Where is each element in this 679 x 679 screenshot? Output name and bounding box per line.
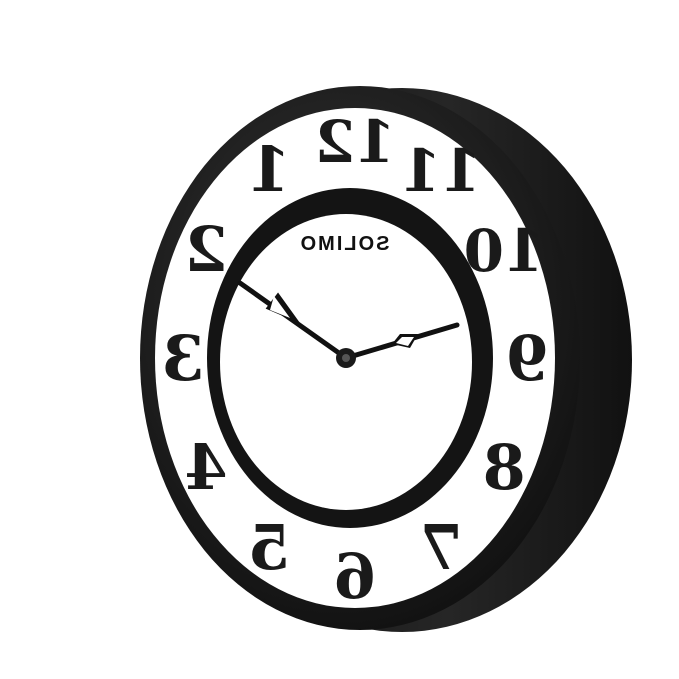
numeral-3: 3 — [161, 322, 205, 395]
numeral-1: 1 — [247, 133, 291, 207]
numeral-2: 2 — [184, 213, 228, 286]
numeral-9: 9 — [505, 322, 549, 395]
numeral-10: 10 — [463, 217, 545, 285]
numeral-6: 6 — [333, 540, 377, 613]
numeral-4: 4 — [184, 431, 228, 504]
numeral-11: 11 — [400, 137, 482, 206]
numeral-12: 12 — [314, 108, 396, 176]
numeral-7: 7 — [419, 510, 463, 584]
brand-logo: SOLIMO — [298, 233, 390, 255]
numeral-5: 5 — [247, 510, 291, 584]
numeral-8: 8 — [482, 431, 526, 504]
